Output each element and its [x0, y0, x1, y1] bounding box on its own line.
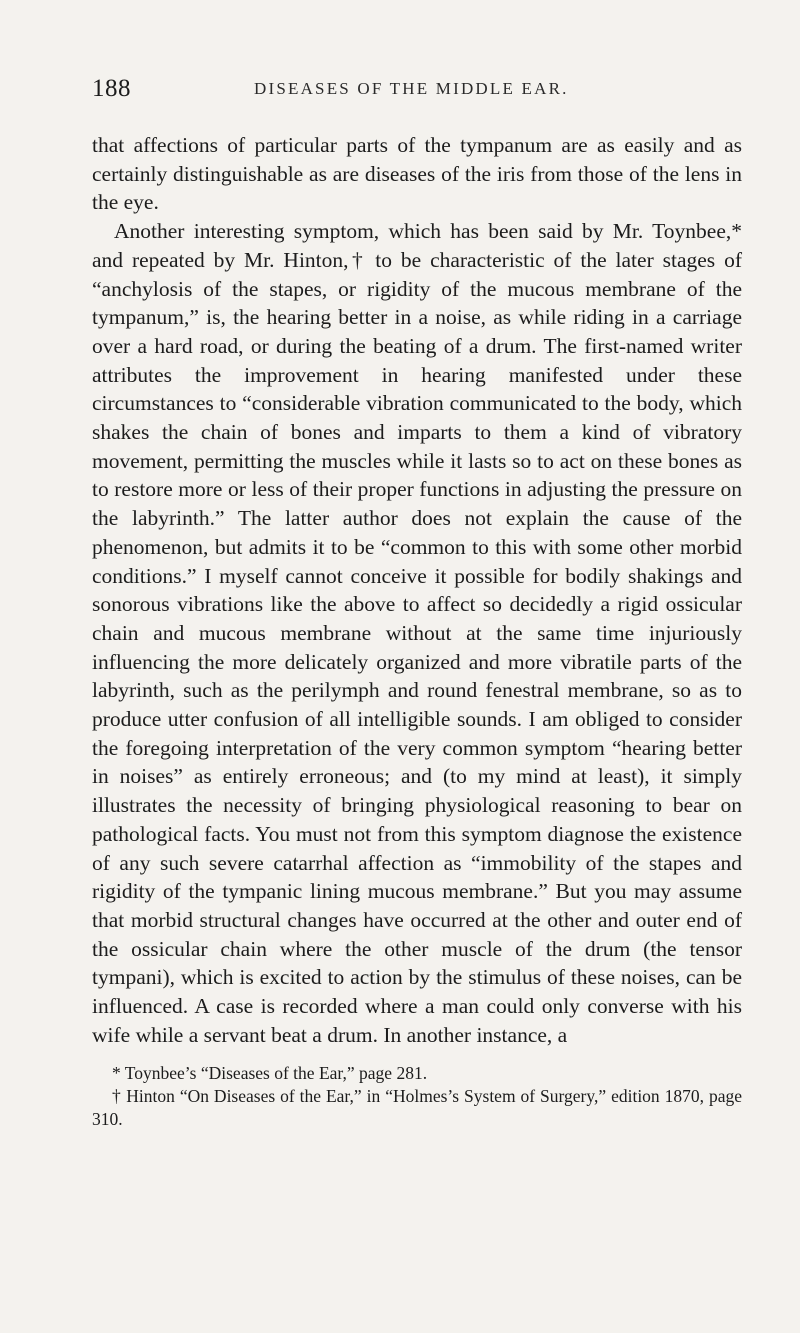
- body-text: [92, 131, 742, 1050]
- running-head: [92, 70, 740, 110]
- footnote-toynbee: * Toynbee’s “Diseases of the Ear,” page 281.: [112, 1062, 428, 1083]
- footnote-hinton: † Hinton “On Diseases of the Ear,” in “Holmes’s System of Surgery,” edition 1870, page 310.: [92, 1085, 742, 1129]
- running-title: DISEASES OF THE MIDDLE EAR.: [254, 79, 569, 98]
- paragraph-continued: that affections of particular parts of the tympanum are as easily and as certainly distinguishable as are diseases of the iris from those of the lens in the eye.: [92, 133, 742, 215]
- footnotes: [92, 1062, 742, 1131]
- paragraph-hearing-better-in-noise: Another interesting symptom, which has been said by Mr. Toynbee,* and repeated by Mr. Hinton,† to be characteristic of the later stages of “anchylosis of the stapes, or rigidity of the mucous membrane of the tympanum,” is, the hearing better in a noise, as while riding in a carriage over a hard road, or during the beating of a drum. The first-named writer attributes the improvement in hearing manifested under these circumstances to “considerable vibration communicated to the body, which shakes the chain of bones and imparts to them a kind of vibratory movement, permitting the muscles while it lasts so to act on these bones as to restore more or less of their proper functions in adjusting the pressure on the labyrinth.” The latter author does not explain the cause of the phenomenon, but admits it to be “common to this with some other morbid conditions.” I myself cannot conceive it possible for bodily shakings and sonorous vibrations like the above to affect so decidedly a rigid ossicular chain and mucous membrane without at the same time injuriously influencing the more delicately organized and more vibratile parts of the labyrinth, such as the perilymph and round fenestral membrane, so as to produce utter confusion of all intelligible sounds. I am obliged to consider the foregoing interpretation of the very common symptom “hearing better in noises” as entirely erroneous; and (to my mind at least), it simply illustrates the necessity of bringing physiological reasoning to bear on pathological facts. You must not from this symptom diagnose the existence of any such severe catarrhal affection as “immobility of the stapes and rigidity of the tympanic lining mucous membrane.” But you may assume that morbid structural changes have occurred at the other and outer end of the ossicular chain where the other muscle of the drum (the tensor tympani), which is excited to action by the stimulus of these noises, can be influenced. A case is recorded where a man could only converse with his wife while a servant beat a drum. In another instance, a: [92, 219, 742, 1047]
- page-number: 188: [92, 75, 131, 102]
